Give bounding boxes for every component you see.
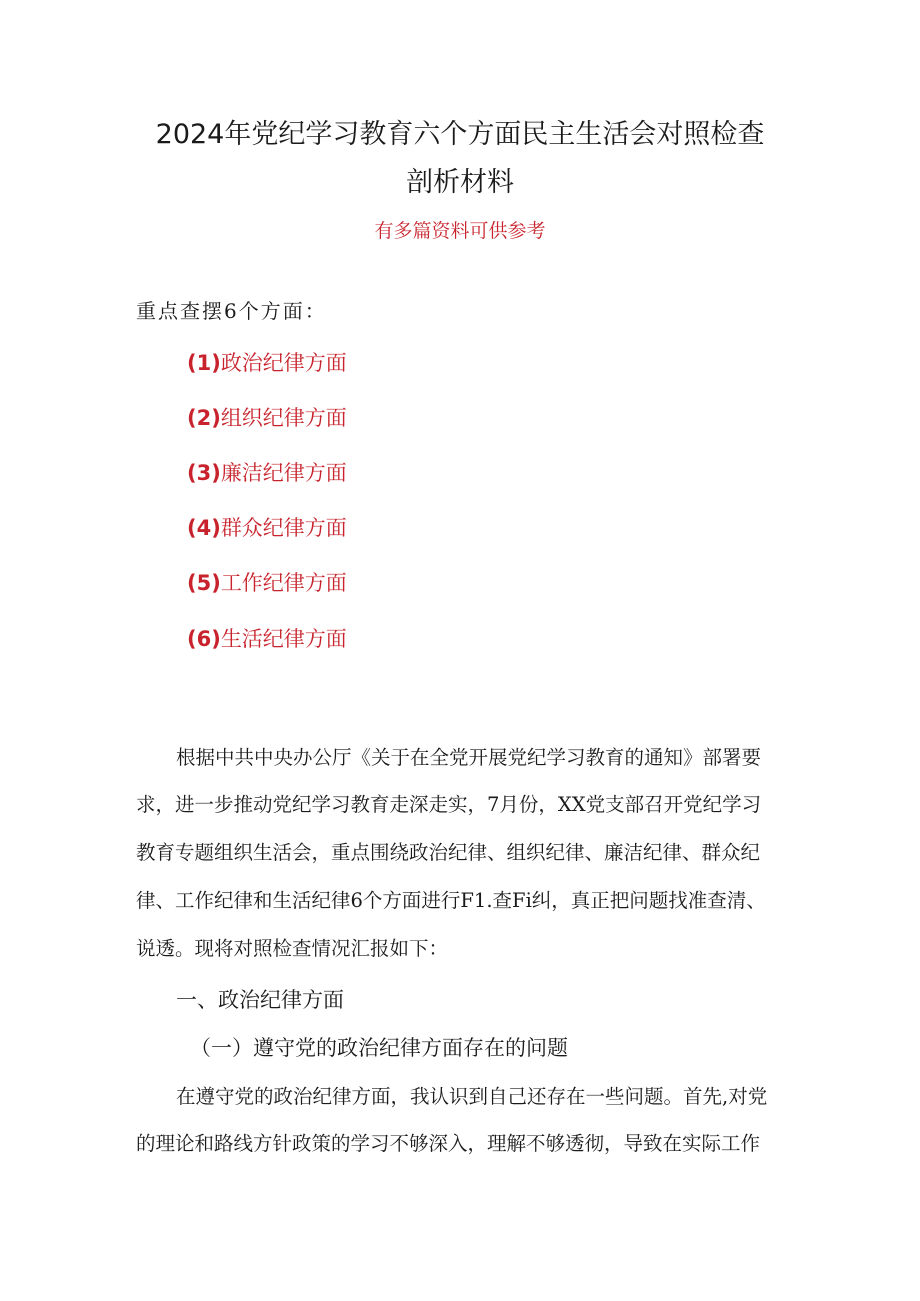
document-title-line2: 剖析材料 xyxy=(406,167,514,198)
aspect-item xyxy=(187,402,347,434)
aspect-number: (5) xyxy=(187,571,221,595)
intro-paragraph-line: 律、工作纪律和生活纪律6个方面进行F1.查Fi纠，真正把问题找准查清、 xyxy=(136,889,766,912)
aspect-item xyxy=(187,457,347,489)
aspect-number: (3) xyxy=(187,461,221,485)
section-paragraph-line: 的理论和路线方针政策的学习不够深入，理解不够透彻，导致在实际工作 xyxy=(136,1132,761,1155)
aspect-label: 群众纪律方面 xyxy=(220,516,347,540)
aspect-item xyxy=(187,347,347,379)
intro-paragraph-line: 说透。现将对照检查情况汇报如下： xyxy=(136,937,449,960)
intro-paragraph-line: 教育专题组织生活会，重点围绕政治纪律、组织纪律、廉洁纪律、群众纪 xyxy=(136,841,761,864)
section-heading: 一、政治纪律方面 xyxy=(176,988,344,1012)
subsection-heading: （一）遵守党的政治纪律方面存在的问题 xyxy=(190,1036,568,1060)
aspect-label: 组织纪律方面 xyxy=(220,406,347,430)
aspect-number: (1) xyxy=(187,351,221,375)
aspect-label: 工作纪律方面 xyxy=(220,571,347,595)
intro-paragraph-line: 求，进一步推动党纪学习教育走深走实，7月份，XX党支部召开党纪学习 xyxy=(136,793,762,816)
aspect-label: 廉洁纪律方面 xyxy=(220,461,347,485)
document-title-line1: 2024年党纪学习教育六个方面民主生活会对照检查 xyxy=(155,119,765,150)
aspect-item xyxy=(187,512,347,544)
section-paragraph-line: 在遵守党的政治纪律方面，我认识到自己还存在一些问题。首先,对党 xyxy=(176,1085,768,1108)
intro-paragraph-line: 根据中共中央办公厅《关于在全党开展党纪学习教育的通知》部署要 xyxy=(176,746,762,769)
aspect-item xyxy=(187,567,347,599)
aspect-item xyxy=(187,623,347,655)
aspect-label: 生活纪律方面 xyxy=(220,627,347,651)
document-subtitle: 有多篇资料可供参考 xyxy=(374,220,546,242)
aspect-number: (4) xyxy=(187,516,221,540)
focus-heading: 重点查摆6个方面： xyxy=(136,299,327,323)
aspect-number: (6) xyxy=(187,627,221,651)
aspect-label: 政治纪律方面 xyxy=(220,351,347,375)
aspect-number: (2) xyxy=(187,406,221,430)
